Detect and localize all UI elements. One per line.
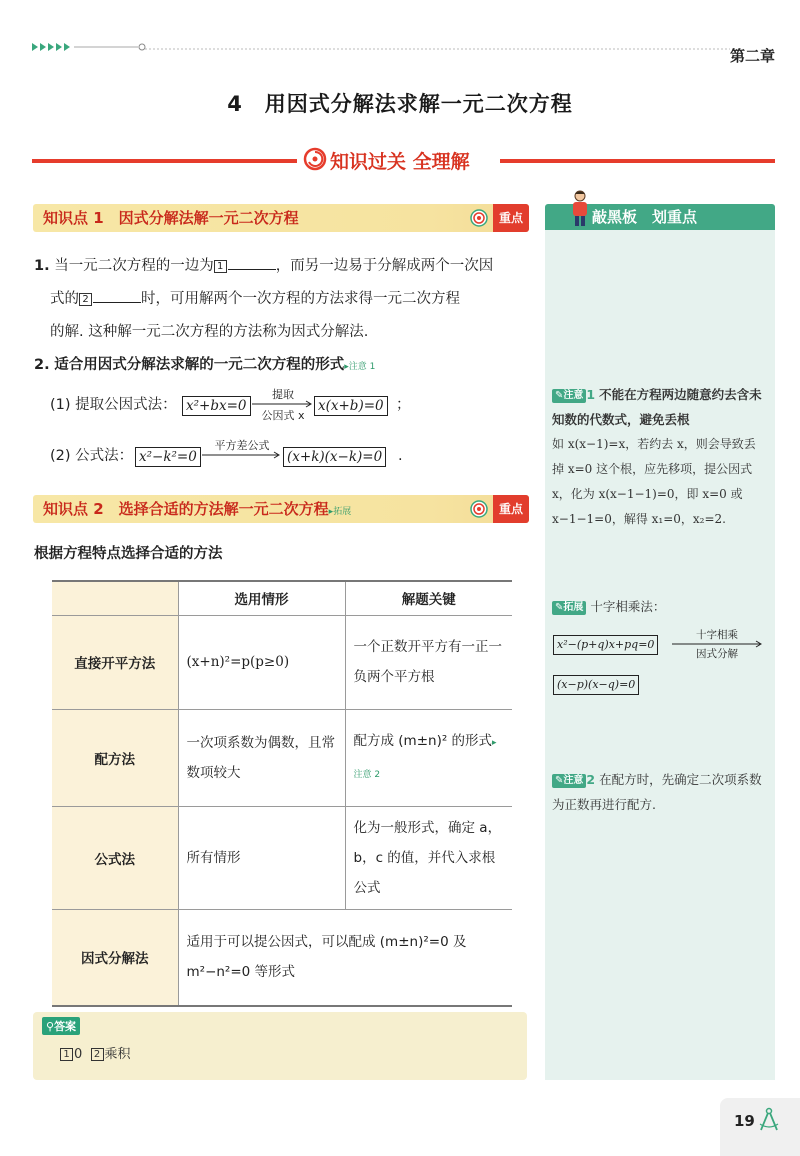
target-icon (469, 208, 489, 228)
table-row (52, 615, 512, 709)
table-header: 选用情形 (178, 581, 345, 615)
extension-tag: ✎拓展 (552, 601, 586, 615)
table-row (52, 709, 512, 806)
table-header-row (52, 581, 512, 615)
method-key: 化为一般形式，确定 a，b，c 的值，并代入求根公式 (345, 806, 512, 909)
formula-2-end: . (398, 448, 403, 464)
kp2-tag: 重点 (493, 495, 529, 523)
sidebar-extension: ✎拓展 十字相乘法： (552, 594, 665, 619)
extension-tag: ▸拓展 (328, 507, 352, 517)
fill-blank (93, 285, 141, 303)
swirl-icon (302, 146, 328, 172)
note-2-tag: ▸注意 2 (353, 737, 497, 780)
blank-number: 1 (214, 260, 227, 273)
formula-2-left: x²−k²=0 (135, 447, 201, 467)
kp2-title: 知识点 2 选择合适的方法解一元二次方程▸拓展 (43, 500, 352, 518)
blank-number: 2 (79, 293, 92, 306)
formula-1-left: x²+bx=0 (182, 396, 251, 416)
fill-blank (228, 252, 276, 270)
arrow-right-icon (202, 450, 282, 460)
method-name: 公式法 (52, 806, 178, 909)
method-case: 适用于可以提公因式，可以配成 (m±n)²=0 及 m²−n²=0 等形式 (178, 909, 512, 1006)
key-icon: ⚲ (46, 1020, 55, 1033)
sidebar-title: 敲黑板 划重点 (592, 208, 698, 226)
note-tag: ✎注意 (552, 389, 586, 403)
table-row (52, 806, 512, 909)
page-number: 19 (734, 1112, 755, 1130)
formula-1-arrow-bottom: 公因式 x (261, 409, 305, 422)
knowledge-point-2-header (33, 495, 529, 523)
sidebar-note-2: ✎注意 2 在配方时，先确定二次项系数为正数再进行配方. (552, 772, 762, 812)
method-key: 一个正数开平方有一正一负两个平方根 (345, 615, 512, 709)
formula-1-label: (1) 提取公因式法： (50, 397, 177, 413)
chapter-label: 第二章 (730, 47, 776, 65)
sidebar-note-1: ✎注意 1 不能在方程两边随意约去含未知数的代数式，避免丢根 如 x(x−1)=x，若约去 x，则会导致丢掉 x=0 这个根，应先移项，提公因式 x，化为 x(x−1−1)=0，即 x=0 或 x−1−1=0，解得 x₁=0，x₂=2. (552, 387, 762, 526)
answer-text: 1 0 2 乘积 (60, 1043, 131, 1062)
table-row (52, 909, 512, 1006)
method-case: 所有情形 (178, 806, 345, 909)
extension-arrow-top: 十字相乘 (696, 629, 738, 641)
header-decoration (30, 40, 730, 54)
extension-arrow-bottom: 因式分解 (696, 648, 738, 660)
target-icon (469, 499, 489, 519)
note-1-tag: ▸注意 1 (344, 362, 376, 372)
banner-line-left (32, 159, 297, 163)
kp1-paragraph-1: 1. 当一元二次方程的一边为 1 ，而另一边易于分解成两个一次因 式的 2 时，可用解两个一次方程的方法求得一元二次方程 的解. 这种解一元二次方程的方法称为因式分解法. (34, 250, 534, 349)
method-case: (x+n)²=p(p≥0) (178, 615, 345, 709)
method-table (52, 580, 512, 1007)
formula-2-arrow-top: 平方差公式 (214, 439, 270, 452)
formula-1-right: x(x+b)=0 (314, 396, 388, 416)
extension-formula-right: (x−p)(x−q)=0 (553, 675, 639, 695)
kp1-title: 知识点 1 因式分解法解一元二次方程 (43, 209, 299, 227)
banner-line-right (500, 159, 775, 163)
answer-label: ⚲答案 (42, 1017, 80, 1035)
compass-icon (755, 1106, 783, 1134)
banner-title: 知识过关 全理解 (330, 151, 470, 173)
table-header (52, 581, 178, 615)
item-number: 2. (34, 357, 50, 373)
method-key: 配方成 (m±n)² 的形式▸注意 2 (345, 709, 512, 806)
note-tag: ✎注意 (552, 774, 586, 788)
kp1-paragraph-2: 2. 适合用因式分解法求解的一元二次方程的形式▸注意 1 (34, 357, 376, 373)
method-name: 因式分解法 (52, 909, 178, 1006)
formula-1-end: ； (396, 397, 411, 413)
formula-1-arrow-top: 提取 (272, 388, 294, 401)
formula-2-right: (x+k)(x−k)=0 (283, 447, 386, 467)
lesson-title: 4 用因式分解法求解一元二次方程 (227, 92, 573, 116)
kp2-intro: 根据方程特点选择合适的方法 (34, 546, 223, 562)
teacher-figure-icon (566, 189, 594, 227)
method-name: 直接开平方法 (52, 615, 178, 709)
extension-formula-left: x²−(p+q)x+pq=0 (553, 635, 658, 655)
method-case: 一次项系数为偶数，且常数项较大 (178, 709, 345, 806)
kp1-tag: 重点 (493, 204, 529, 232)
formula-2-label: (2) 公式法： (50, 448, 134, 464)
method-name: 配方法 (52, 709, 178, 806)
table-header: 解题关键 (345, 581, 512, 615)
item-number: 1. (34, 258, 50, 274)
knowledge-point-1-header (33, 204, 529, 232)
